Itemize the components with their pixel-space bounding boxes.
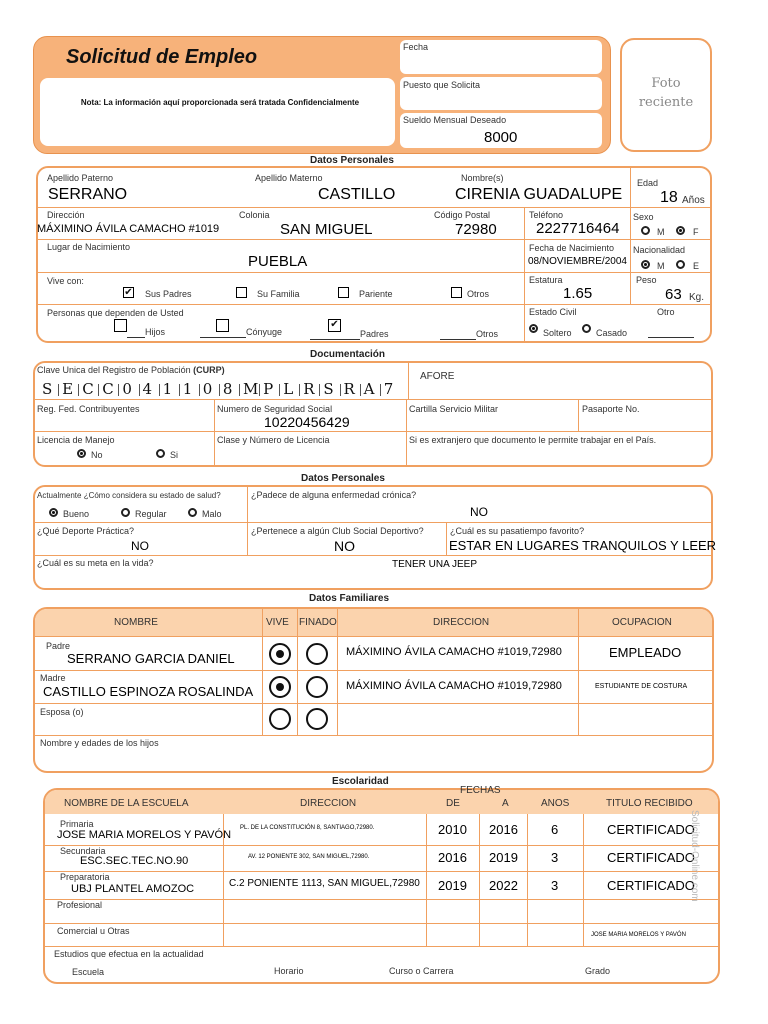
- curp-divider: [199, 384, 200, 396]
- curp-label: [37, 365, 225, 375]
- esc-primaria-nivel: Primaria: [60, 819, 94, 829]
- fam-madre-vive-radio[interactable]: [269, 676, 291, 698]
- curp-divider: [299, 384, 300, 396]
- apellido-materno-label: Apellido Materno: [255, 173, 323, 183]
- fam-padre-nombre: SERRANO GARCIA DANIEL: [67, 651, 235, 666]
- curp-char: 1: [162, 380, 173, 398]
- fam-col-ocupacion: OCUPACION: [612, 617, 672, 628]
- curp-char: 0: [202, 380, 213, 398]
- esc-comercial-nivel: Comercial u Otras: [57, 926, 130, 936]
- clase-label: Clase y Número de Licencia: [217, 435, 330, 445]
- lugar: PUEBLA: [248, 253, 308, 270]
- rfc-label: Reg. Fed. Contribuyentes: [37, 404, 140, 414]
- curp-char: 0: [122, 380, 132, 398]
- fam-madre-ocupacion: ESTUDIANTE DE COSTURA: [595, 683, 688, 690]
- sexo-f-label: F: [693, 227, 699, 237]
- vive-label: Vive con:: [47, 276, 84, 286]
- section-personal-title: Datos Personales: [310, 155, 394, 166]
- apellido-materno: CASTILLO: [318, 186, 396, 203]
- salud-bueno-radio[interactable]: [49, 508, 58, 517]
- esc-preparatoria-titulo: CERTIFICADO: [607, 878, 695, 893]
- sexo-label: Sexo: [633, 212, 654, 222]
- fam-col-nombre: NOMBRE: [114, 617, 158, 628]
- sueldo-value: 8000: [484, 129, 518, 146]
- dep-hijos-label: Hijos: [145, 327, 166, 337]
- colonia: SAN MIGUEL: [280, 221, 373, 238]
- apellido-paterno: SERRANO: [48, 186, 128, 203]
- esc-comercial-titulo: JOSE MARIA MORELOS Y PAVÓN: [591, 932, 686, 938]
- esc-secundaria-a: 2019: [489, 850, 518, 865]
- curp-divider: [340, 384, 341, 396]
- curp-char: S: [323, 380, 334, 398]
- fecha-nac-label: Fecha de Nacimiento: [529, 243, 615, 253]
- cartilla-label: Cartilla Servicio Militar: [409, 404, 499, 414]
- salud-regular-radio[interactable]: [121, 508, 130, 517]
- esc-secundaria-anos: 3: [551, 850, 559, 865]
- curp-label-text: Clave Unica del Registro de Población: [37, 365, 194, 375]
- vive-familia-label: Su Familia: [257, 289, 300, 299]
- fam-padre-ocupacion: EMPLEADO: [609, 645, 682, 660]
- curp-label-bold: (CURP): [193, 365, 225, 375]
- curp-char: E: [62, 380, 74, 398]
- esc-primaria-titulo: CERTIFICADO: [607, 822, 695, 837]
- dep-conyuge-checkbox[interactable]: [216, 319, 229, 332]
- fam-col-finado: FINADO: [299, 617, 337, 628]
- esc-actual-label: Estudios que efectua en la actualidad: [54, 949, 204, 959]
- fecha-field[interactable]: [400, 40, 602, 74]
- curp-char: L: [283, 380, 294, 398]
- pasaporte-label: Pasaporte No.: [582, 404, 640, 414]
- meta-label: ¿Cuál es su meta en la vida?: [37, 558, 154, 568]
- esc-actual-curso: Curso o Carrera: [389, 966, 454, 976]
- licencia-label: Licencia de Manejo: [37, 435, 115, 445]
- fam-col-direccion: DIRECCION: [433, 617, 490, 628]
- apellido-paterno-label: Apellido Paterno: [47, 173, 114, 183]
- telefono: 2227716464: [536, 220, 620, 237]
- esc-profesional-nivel: Profesional: [57, 900, 103, 910]
- curp-divider: [139, 384, 140, 396]
- edad-unit: Años: [682, 195, 705, 206]
- curp-char: 1: [182, 380, 193, 398]
- fam-madre-nombre: CASTILLO ESPINOZA ROSALINDA: [43, 684, 254, 699]
- estatura: 1.65: [563, 285, 593, 302]
- lic-si-label: Si: [170, 450, 179, 460]
- sueldo-label: Sueldo Mensual Deseado: [403, 115, 507, 125]
- section-familia-title: Datos Familiares: [309, 593, 390, 604]
- curp-char: C: [82, 380, 94, 398]
- fam-esposa-vive-radio[interactable]: [269, 708, 291, 730]
- nss-label: Numero de Seguridad Social: [217, 404, 333, 414]
- estado-civil-label: Estado Civil: [529, 307, 577, 317]
- peso: 63: [665, 286, 682, 303]
- casado-radio[interactable]: [582, 324, 591, 333]
- curp-char: R: [343, 380, 355, 398]
- salud-malo-radio[interactable]: [188, 508, 197, 517]
- vive-padres-checkbox[interactable]: ✔: [124, 287, 133, 298]
- cronica: NO: [470, 505, 488, 519]
- esc-col-direccion: DIRECCION: [300, 798, 357, 809]
- esc-col-escuela: NOMBRE DE LA ESCUELA: [64, 798, 189, 809]
- esc-preparatoria-anos: 3: [551, 878, 559, 893]
- otro-label: Otro: [657, 307, 675, 317]
- dep-hijos-checkbox[interactable]: [114, 319, 127, 332]
- esc-col-fechas: FECHAS: [460, 785, 501, 796]
- club: NO: [334, 538, 355, 554]
- curp-divider: [319, 384, 320, 396]
- dep-padres-label: Padres: [360, 329, 389, 339]
- esc-secundaria-nivel: Secundaria: [60, 846, 106, 856]
- afore-label: AFORE: [420, 371, 455, 382]
- fam-madre-finado-radio[interactable]: [306, 676, 328, 698]
- curp-divider: [279, 384, 280, 396]
- fam-esposa-finado-radio[interactable]: [306, 708, 328, 730]
- vive-familia-checkbox[interactable]: [236, 287, 247, 298]
- esc-primaria-direccion: PL. DE LA CONSTITUCIÓN 8, SANTIAGO,72980.: [240, 825, 375, 831]
- watermark: Solicitud-Online.com: [689, 810, 700, 902]
- casado-label: Casado: [596, 328, 628, 338]
- esc-actual-escuela: Escuela: [72, 967, 105, 977]
- colonia-label: Colonia: [239, 210, 270, 220]
- nss: 10220456429: [264, 414, 350, 430]
- salud-regular-label: Regular: [135, 509, 167, 519]
- peso-label: Peso: [636, 275, 657, 285]
- fecha-nac: 08/NOVIEMBRE/2004: [528, 256, 627, 267]
- section-salud-title: Datos Personales: [301, 473, 385, 484]
- cronica-label: ¿Padece de alguna enfermedad crónica?: [251, 490, 417, 500]
- telefono-label: Teléfono: [529, 210, 564, 220]
- direccion: MÁXIMINO ÁVILA CAMACHO #1019: [37, 223, 220, 235]
- curp-char: A: [363, 380, 375, 398]
- puesto-label: Puesto que Solicita: [403, 80, 481, 90]
- curp-divider: [239, 384, 240, 396]
- curp-divider: [58, 384, 59, 396]
- extranjero-label: Si es extranjero que documento le permite trabajar en el País.: [409, 435, 657, 445]
- vive-otros-label: Otros: [467, 289, 490, 299]
- lic-no-radio[interactable]: [77, 449, 86, 458]
- fam-padre-direccion: MÁXIMINO ÁVILA CAMACHO #1019,72980: [346, 646, 562, 658]
- curp-char: 4: [142, 380, 153, 398]
- curp-divider: [78, 384, 79, 396]
- photo-label: Foto reciente: [638, 76, 694, 110]
- confidential-note: Nota: La información aquí proporcionada será tratada Confidencialmente: [80, 98, 360, 107]
- nombres-label: Nombre(s): [461, 173, 504, 183]
- lugar-label: Lugar de Nacimiento: [47, 242, 131, 252]
- dep-padres-checkbox[interactable]: ✔: [328, 319, 341, 332]
- cp-label: Código Postal: [434, 210, 491, 220]
- curp-char: C: [102, 380, 114, 398]
- curp-divider: [259, 384, 260, 396]
- deporte: NO: [131, 539, 149, 553]
- esc-actual-grado: Grado: [585, 966, 611, 976]
- esc-col-titulo: TITULO RECIBIDO: [606, 798, 693, 809]
- curp-char: P: [263, 380, 274, 398]
- dep-otros-label: Otros: [476, 329, 499, 339]
- esc-col-a: A: [502, 798, 509, 809]
- curp-divider: [219, 384, 220, 396]
- peso-unit: Kg.: [689, 292, 705, 303]
- esc-preparatoria-direccion: C.2 PONIENTE 1113, SAN MIGUEL,72980: [229, 878, 420, 889]
- curp-char: 8: [222, 380, 233, 398]
- esc-primaria-escuela: JOSE MARIA MORELOS Y PAVÓN: [57, 829, 232, 841]
- vive-pariente-checkbox[interactable]: [338, 287, 349, 298]
- fam-hijos-label: Nombre y edades de los hijos: [40, 738, 159, 748]
- esc-secundaria-escuela: ESC.SEC.TEC.NO.90: [80, 855, 189, 867]
- note-box: [40, 78, 395, 146]
- club-label: ¿Pertenece a algún Club Social Deportivo?: [251, 526, 424, 536]
- soltero-radio[interactable]: [529, 324, 538, 333]
- doc-box: [33, 361, 713, 467]
- lic-no-label: No: [91, 450, 103, 460]
- sexo-f-radio[interactable]: [676, 226, 685, 235]
- pasatiempo-label: ¿Cuál es su pasatiempo favorito?: [450, 526, 585, 536]
- lic-si-radio[interactable]: [156, 449, 165, 458]
- fam-padre-rel: Padre: [46, 641, 71, 651]
- fam-madre-direccion: MÁXIMINO ÁVILA CAMACHO #1019,72980: [346, 680, 562, 692]
- nombres: CIRENIA GUADALUPE: [455, 186, 623, 203]
- salud-estado-label: Actualmente ¿Cómo considera su estado de salud?: [37, 491, 221, 500]
- salud-bueno-label: Bueno: [63, 509, 90, 519]
- curp-divider: [380, 384, 381, 396]
- meta: TENER UNA JEEP: [392, 559, 478, 570]
- nac-e-radio[interactable]: [676, 260, 685, 269]
- curp-char: S: [42, 380, 53, 398]
- vive-padres-label: Sus Padres: [145, 289, 192, 299]
- nac-m-radio[interactable]: [641, 260, 650, 269]
- estatura-label: Estatura: [529, 275, 563, 285]
- curp-char: 7: [383, 380, 394, 398]
- edad-label: Edad: [637, 178, 659, 188]
- esc-preparatoria-a: 2022: [489, 878, 518, 893]
- fam-padre-finado-radio[interactable]: [306, 643, 328, 665]
- dependen-label: Personas que dependen de Usted: [47, 308, 184, 318]
- esc-secundaria-direccion: AV. 12 PONIENTE 302, SAN MIGUEL,72980.: [248, 854, 370, 860]
- nac-m-label: M: [657, 261, 665, 271]
- esc-preparatoria-de: 2019: [438, 878, 467, 893]
- esc-actual-horario: Horario: [274, 966, 304, 976]
- curp-char: M: [243, 380, 259, 398]
- fam-madre-rel: Madre: [40, 673, 66, 683]
- esc-secundaria-de: 2016: [438, 850, 467, 865]
- sexo-m-label: M: [657, 227, 665, 237]
- curp-divider: [118, 384, 119, 396]
- deporte-label: ¿Qué Deporte Práctica?: [37, 526, 135, 536]
- esc-primaria-de: 2010: [438, 822, 467, 837]
- esc-primaria-a: 2016: [489, 822, 518, 837]
- nacionalidad-label: Nacionalidad: [633, 245, 686, 255]
- soltero-label: Soltero: [543, 328, 572, 338]
- vive-otros-checkbox[interactable]: [451, 287, 462, 298]
- edad: 18: [660, 189, 678, 206]
- fam-col-vive: VIVE: [266, 617, 289, 628]
- fam-padre-vive-radio[interactable]: [269, 643, 291, 665]
- curp-divider: [98, 384, 99, 396]
- fecha-label: Fecha: [403, 42, 429, 52]
- esc-preparatoria-escuela: UBJ PLANTEL AMOZOC: [71, 883, 195, 895]
- direccion-label: Dirección: [47, 210, 85, 220]
- curp-divider: [360, 384, 361, 396]
- cp: 72980: [455, 221, 497, 238]
- vive-pariente-label: Pariente: [359, 289, 393, 299]
- pasatiempo: ESTAR EN LUGARES TRANQUILOS Y LEER: [449, 538, 717, 553]
- curp-divider: [179, 384, 180, 396]
- dep-conyuge-label: Cónyuge: [246, 327, 283, 337]
- fam-esposa-rel: Esposa (o): [40, 707, 84, 717]
- section-escolaridad-title: Escolaridad: [332, 776, 389, 787]
- esc-preparatoria-nivel: Preparatoria: [60, 872, 110, 882]
- curp-char: R: [303, 380, 315, 398]
- esc-col-de: DE: [446, 798, 460, 809]
- esc-col-anos: ANOS: [541, 798, 570, 809]
- esc-primaria-anos: 6: [551, 822, 559, 837]
- section-doc-title: Documentación: [310, 349, 386, 360]
- curp-divider: [159, 384, 160, 396]
- nac-e-label: E: [693, 261, 700, 271]
- salud-malo-label: Malo: [202, 509, 222, 519]
- sexo-m-radio[interactable]: [641, 226, 650, 235]
- esc-secundaria-titulo: CERTIFICADO: [607, 850, 695, 865]
- form-title: Solicitud de Empleo: [66, 46, 258, 68]
